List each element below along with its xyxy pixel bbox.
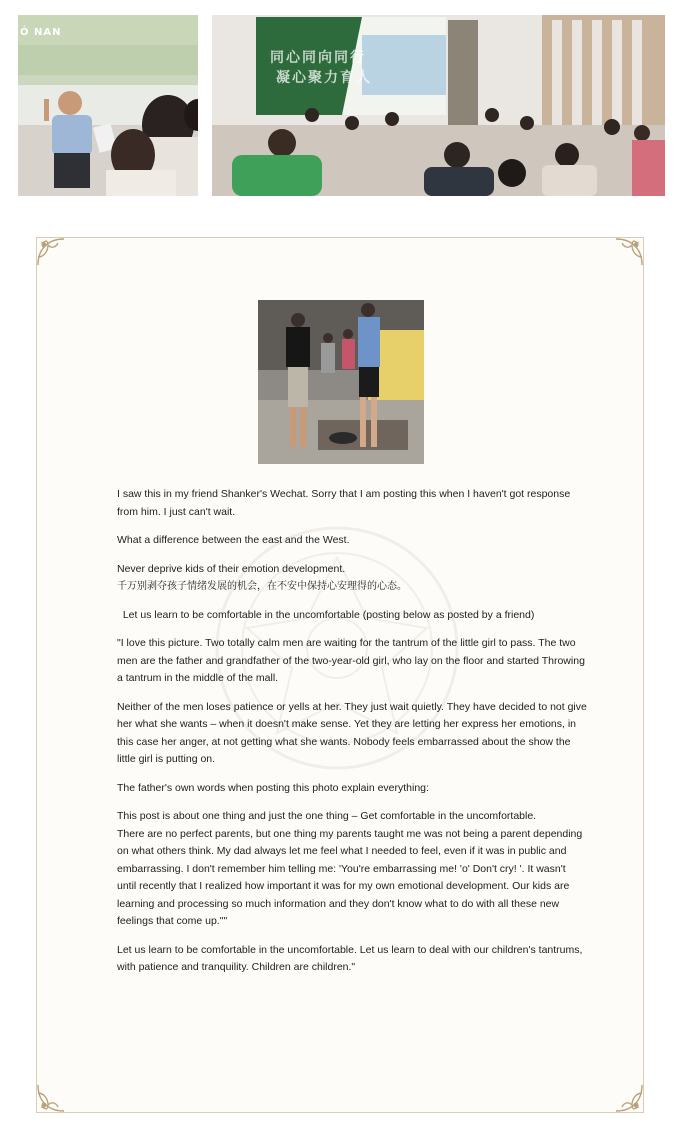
conference-photo-image bbox=[212, 15, 665, 196]
banner-line-2: 凝心聚力育人 bbox=[276, 70, 372, 86]
speaker-photo-image bbox=[18, 15, 198, 196]
paragraph: What a difference between the east and the West. bbox=[117, 534, 350, 546]
paragraph: Let us learn to be comfortable in the uncomfortable (posting below as posted by a friend) bbox=[117, 608, 535, 621]
letter-card bbox=[36, 237, 644, 1113]
corner-ornament-icon bbox=[614, 237, 644, 267]
photo-speaker bbox=[18, 15, 198, 196]
paragraph: Let us learn to be comfortable in the uncomfortable. Let us learn to deal with our children's tantrums, with patience and tranquility. Children are children." bbox=[117, 943, 583, 973]
corner-ornament-icon bbox=[614, 1083, 644, 1113]
tantrum-photo-image bbox=[258, 300, 424, 464]
banner-line-1: 同心同向同行 bbox=[270, 50, 366, 66]
photo-conference bbox=[212, 15, 665, 196]
corner-ornament-icon bbox=[36, 1083, 66, 1113]
letter-body bbox=[117, 486, 587, 988]
paragraph: "I love this picture. Two totally calm men are waiting for the tantrum of the little girl to pass. The two men are the father and grandfather of the two-year-old girl, who lay on the floor and started Throwing a tantrum in the middle of the mall. bbox=[117, 637, 585, 684]
tantrum-photo bbox=[258, 300, 424, 464]
paragraph-chinese: 千万别剥夺孩子情绪发展的机会，在不安中保持心安理得的心态。 bbox=[117, 581, 407, 592]
paragraph: I saw this in my friend Shanker's Wechat. Sorry that I am posting this when I haven't got response from him. I just can't wait. bbox=[117, 488, 571, 518]
corner-ornament-icon bbox=[36, 237, 66, 267]
paragraph: Neither of the men loses patience or yells at her. They just wait quietly. They have decided to not give her what she wants – when it doesn't make sense. Yet they are letting her express her emotions, in this case her anger, at not getting what she wants. Nobody feels embarrassed about the show the little girl is putting on. bbox=[117, 700, 587, 765]
paragraph: There are no perfect parents, but one thing my parents taught me was not being a parent depending on what others think. My dad always let me feel what I needed to feel, even if it was in public and embarrassing. I don't remember him telling me: 'You're embarrassing me! 'o' Don't cry! '. It wasn't until recently that I realized how important it was for my own emotional development. Our kids are learning and processing so much information and they don't know what to do with all these new feelings that come up."" bbox=[117, 827, 583, 927]
paragraph: Never deprive kids of their emotion development. bbox=[117, 562, 346, 575]
screen-text: Ó NAN bbox=[20, 27, 62, 38]
paragraph: The father's own words when posting this photo explain everything: bbox=[117, 781, 429, 794]
paragraph: This post is about one thing and just the one thing – Get comfortable in the uncomfortable. bbox=[117, 810, 537, 822]
